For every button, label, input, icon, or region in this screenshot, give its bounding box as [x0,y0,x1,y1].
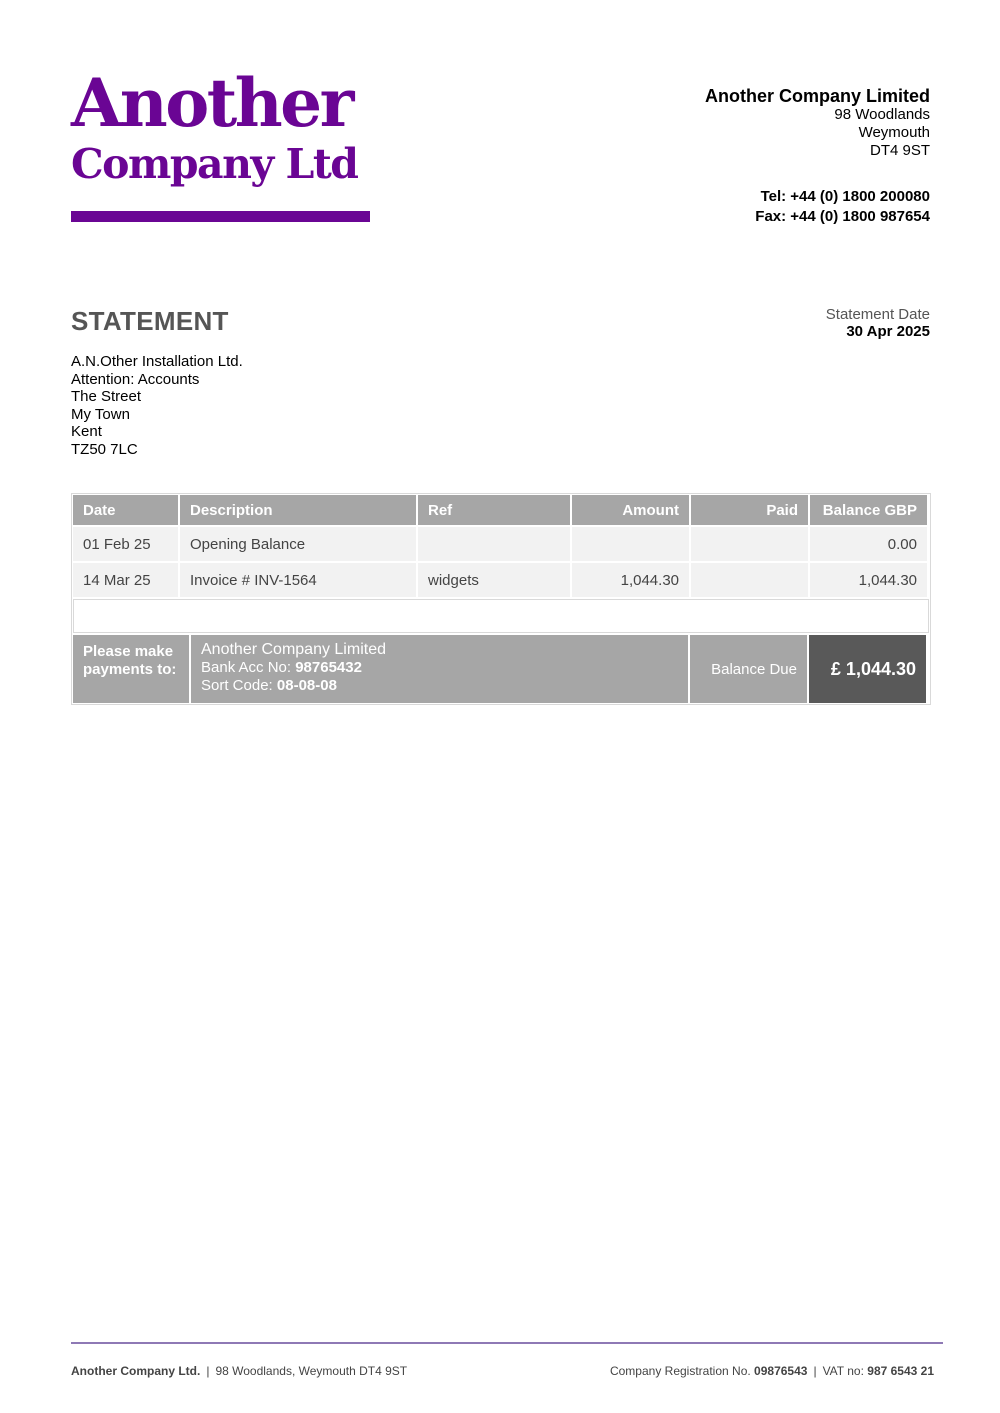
company-address [705,106,930,160]
recipient-line: The Street [71,388,142,405]
company-name: Another Company Limited [704,86,930,106]
cell-amount: 1,044.30 [572,563,689,597]
company-address-line: Weymouth [858,124,930,141]
cell-date: 01 Feb 25 [73,527,178,561]
recipient-address [71,353,243,458]
logo-line-2: Company Ltd [71,140,358,188]
logo-underline-bar [71,211,370,222]
cell-amount [572,527,689,561]
document-title: STATEMENT [71,306,229,336]
table-row [72,526,930,562]
column-header-ref: Ref [418,495,570,525]
column-header-balance: Balance GBP [810,495,927,525]
statement-date-label: Statement Date [825,306,930,323]
footer-vat-label: VAT no: [822,1364,864,1378]
column-header-paid: Paid [691,495,808,525]
cell-balance: 0.00 [810,527,927,561]
column-header-description: Description [180,495,416,525]
footer-separator: | [813,1364,817,1378]
footer-registration-info [610,1364,934,1378]
footer-vat-number: 987 6543 21 [867,1364,934,1378]
company-address-line: DT4 9ST [869,142,930,159]
column-header-date: Date [73,495,178,525]
recipient-line: A.N.Other Installation Ltd. [71,353,243,370]
statement-date [826,306,930,341]
sort-code-label: Sort Code: [201,677,273,694]
bank-details [191,635,688,703]
cell-date: 14 Mar 25 [73,563,178,597]
recipient-line: TZ50 7LC [71,440,138,458]
statement-date-value: 30 Apr 2025 [846,323,930,340]
footer-address: 98 Woodlands, Weymouth DT4 9ST [215,1364,408,1378]
company-fax: Fax: +44 (0) 1800 987654 [755,208,930,225]
footer-divider [71,1342,943,1344]
company-header [705,86,930,160]
logo-line-1: Another [71,64,352,142]
footer-reg-number: 09876543 [754,1364,808,1378]
bank-account-label: Bank Acc No: [201,659,292,676]
footer-reg-label: Company Registration No. [609,1364,751,1378]
cell-balance: 1,044.30 [810,563,927,597]
cell-paid [691,563,808,597]
table-row [72,562,930,598]
company-logo [71,64,370,222]
recipient-line: My Town [71,405,130,423]
statement-table [71,493,931,705]
cell-ref: widgets [418,563,570,597]
company-contact [755,187,930,227]
cell-description: Opening Balance [180,527,416,561]
cell-ref [418,527,570,561]
payee-name: Another Company Limited [201,641,386,658]
table-spacer-row [73,599,929,633]
bank-account-line [201,659,678,677]
balance-due-amount: £ 1,044.30 [809,635,926,703]
payment-summary-row [72,634,930,704]
payment-instructions-label: Please make payments to: [73,635,189,703]
footer-company-name: Another Company Ltd. [71,1364,201,1378]
sort-code-line [201,677,678,695]
recipient-line: Kent [71,423,102,440]
column-header-amount: Amount [572,495,689,525]
company-address-line: 98 Woodlands [834,106,930,123]
bank-account-number: 98765432 [295,659,362,676]
recipient-line: Attention: Accounts [71,370,200,388]
cell-description: Invoice # INV-1564 [180,563,416,597]
sort-code-value: 08-08-08 [276,677,337,694]
footer-company-info [71,1364,407,1378]
cell-paid [691,527,808,561]
table-header-row [72,494,930,526]
balance-due-label: Balance Due [690,635,807,703]
footer-separator: | [206,1364,210,1378]
company-tel: Tel: +44 (0) 1800 200080 [760,188,930,205]
